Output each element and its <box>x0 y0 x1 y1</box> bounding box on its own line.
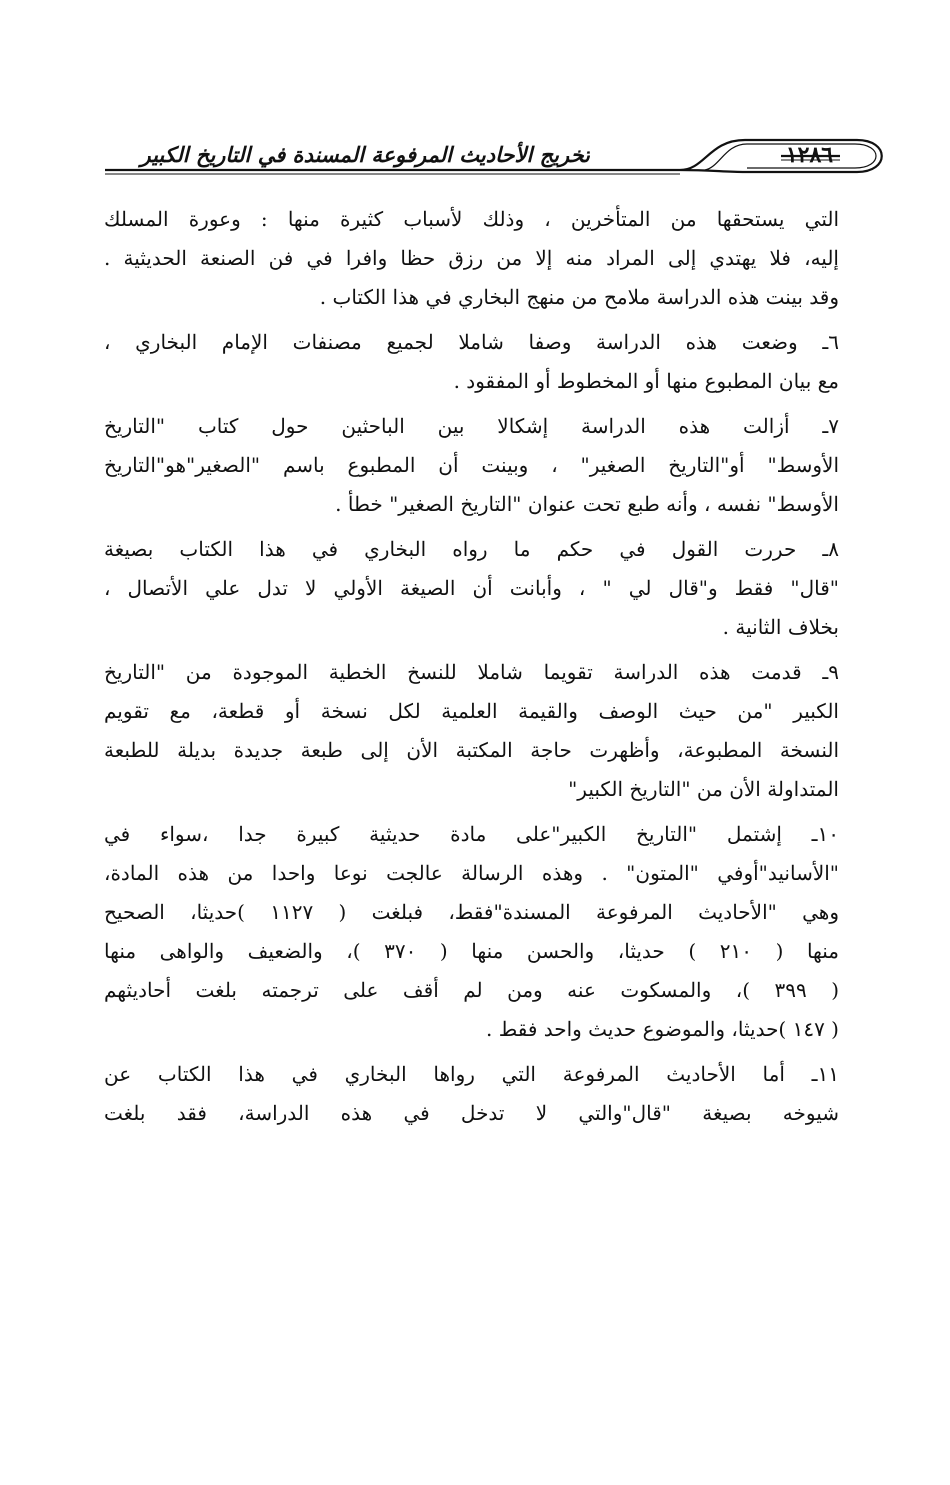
text-line: منها ( ٢١٠ ) حديثا، والحسن منها ( ٣٧٠ )، والضعيف والواهى منها <box>104 939 839 963</box>
page-body <box>104 200 839 1310</box>
text-line: مع بيان المطبوع منها أو المخطوط أو المفقود . <box>453 369 839 393</box>
paragraph <box>104 200 839 317</box>
text-line: ٩ـ قدمت هذه الدراسة تقويما شاملا للنسخ الخطية الموجودة من "التاريخ <box>104 660 839 684</box>
page-number: ١٢٨٦ <box>785 142 834 168</box>
text-line: ١١ـ أما الأحاديث المرفوعة التي رواها البخاري في هذا الكتاب عن <box>104 1062 839 1086</box>
paragraph <box>104 653 839 809</box>
text-line: وقد بينت هذه الدراسة ملامح من منهج البخاري في هذا الكتاب . <box>319 285 839 309</box>
text-line: المتداولة الأن من "التاريخ الكبير" <box>568 777 839 801</box>
text-line: ( ٣٩٩ )، والمسكوت عنه ومن لم أقف على ترجمته بلغت أحاديثهم <box>104 978 839 1002</box>
text-line: الأوسط" نفسه ، وأنه طبع تحت عنوان "التاريخ الصغير" خطأ . <box>335 492 839 516</box>
text-line: ٨ـ حررت القول في حكم ما رواه البخاري في هذا الكتاب بصيغة <box>104 537 839 561</box>
text-line: الأوسط" أو"التاريخ الصغير" ، وبينت أن المطبوع باسم "الصغير"هو"التاريخ <box>104 453 839 477</box>
text-line: "الأسانيد"أوفي "المتون" . وهذه الرسالة عالجت نوعا واحدا من هذه المادة، <box>104 861 839 885</box>
text-line: إليه، فلا يهتدي إلى المراد منه إلا من رزق حظا وافرا في فن الصنعة الحديثية . <box>104 246 839 270</box>
text-line: ٦ـ وضعت هذه الدراسة وصفا شاملا لجميع مصنفات الإمام البخاري ، <box>104 330 839 354</box>
text-line: ١٠ـ إشتمل "التاريخ الكبير"على مادة حديثية كبيرة جدا ،سواء في <box>104 822 839 846</box>
text-line: ٧ـ أزالت هذه الدراسة إشكالا بين الباحثين حول كتاب "التاريخ <box>104 414 839 438</box>
running-header-title: تخريج الأحاديث المرفوعة المسندة في التاريخ الكبير <box>140 142 590 167</box>
text-line: ( ١٤٧ )حديثا، والموضوع حديث واحد فقط . <box>486 1017 839 1041</box>
text-line: التي يستحقها من المتأخرين ، وذلك لأسباب كثيرة منها : وعورة المسلك <box>104 207 839 231</box>
text-line: بخلاف الثانية . <box>722 615 839 639</box>
paragraph <box>104 323 839 401</box>
page-header <box>105 136 840 180</box>
paragraph <box>104 1055 839 1133</box>
text-line: الكبير "من حيث الوصف والقيمة العلمية لكل نسخة أو قطعة، مع تقويم <box>104 699 839 723</box>
paragraph <box>104 530 839 647</box>
paragraph <box>104 815 839 1049</box>
paragraph <box>104 407 839 524</box>
text-line: "قال" فقط و"قال لي " ، وأبانت أن الصيغة الأولي لا تدل علي الأتصال ، <box>104 576 839 600</box>
text-line: شيوخه بصيغة "قال"والتي لا تدخل في هذه الدراسة، فقد بلغت <box>104 1101 839 1125</box>
text-line: وهي "الأحاديث المرفوعة المسندة"فقط، فبلغت ( ١١٢٧ )حديثا، الصحيح <box>104 900 839 924</box>
text-line: النسخة المطبوعة، وأظهرت حاجة المكتبة الأن إلى طبعة جديدة بديلة للطبعة <box>104 738 839 762</box>
